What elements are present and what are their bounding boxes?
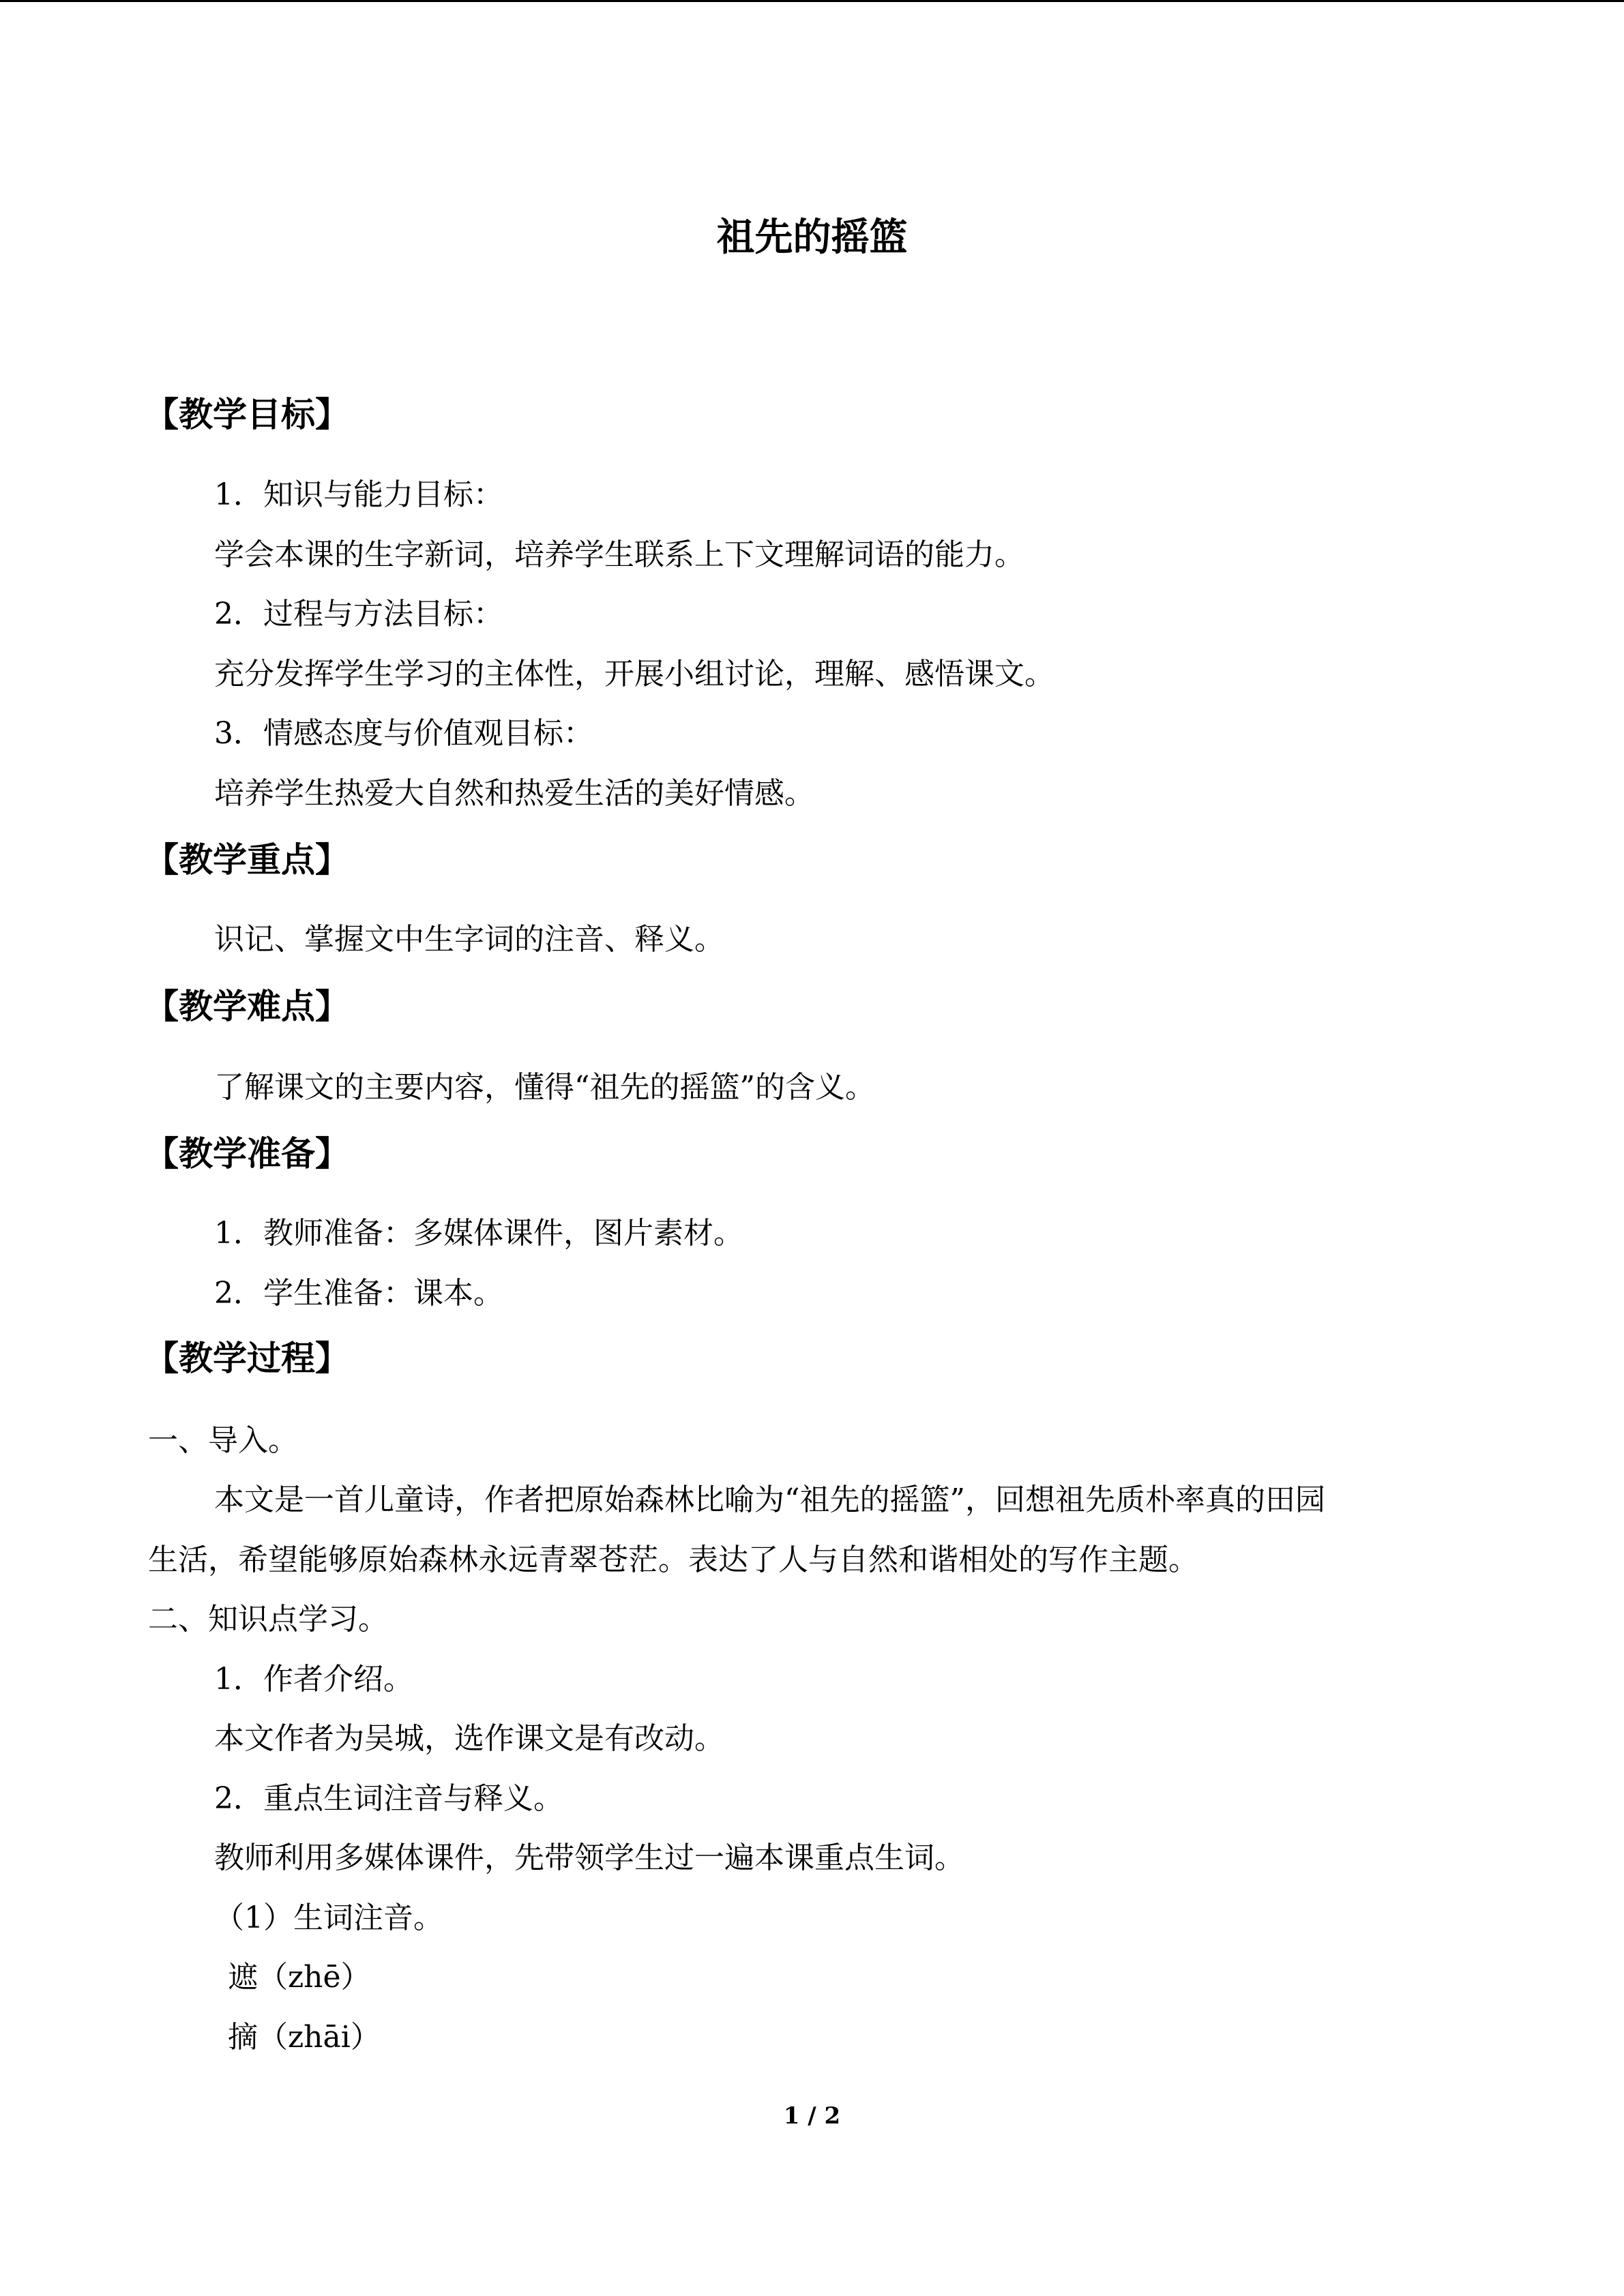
objectives-line: 2．过程与方法目标： xyxy=(214,597,503,631)
process-line: 2．重点生词注音与释义。 xyxy=(214,1781,563,1816)
section-heading-objectives: 【教学目标】 xyxy=(145,394,349,434)
process-line: 遮（zhē） xyxy=(228,1960,371,1995)
key-points-line: 识记、掌握文中生字词的注音、释义。 xyxy=(214,922,724,957)
section-heading-process: 【教学过程】 xyxy=(145,1338,349,1378)
process-line: 二、知识点学习。 xyxy=(148,1602,388,1637)
page-number: 1 / 2 xyxy=(783,2102,841,2130)
preparation-line: 2．学生准备：课本。 xyxy=(214,1276,503,1311)
section-heading-difficulties: 【教学难点】 xyxy=(145,986,349,1026)
process-line: 摘（zhāi） xyxy=(228,2020,381,2055)
objectives-line: 1．知识与能力目标： xyxy=(214,477,503,512)
process-line: 生活，希望能够原始森林永远青翠苍茫。表达了人与自然和谐相处的写作主题。 xyxy=(148,1542,1198,1577)
process-line: 教师利用多媒体课件，先带领学生过一遍本课重点生词。 xyxy=(214,1840,964,1875)
process-line: （1）生词注音。 xyxy=(214,1900,443,1935)
page-title: 祖先的摇篮 xyxy=(716,215,908,260)
process-line: 本文作者为吴城，选作课文是有改动。 xyxy=(214,1721,724,1756)
process-line: 一、导入。 xyxy=(148,1423,298,1458)
section-heading-preparation: 【教学准备】 xyxy=(145,1133,349,1174)
process-line: 本文是一首儿童诗，作者把原始森林比喻为“祖先的摇篮”，回想祖先质朴率真的田园 xyxy=(214,1482,1325,1517)
objectives-line: 学会本课的生字新词，培养学生联系上下文理解词语的能力。 xyxy=(214,537,1024,572)
objectives-line: 充分发挥学生学习的主体性，开展小组讨论，理解、感悟课文。 xyxy=(214,657,1054,691)
difficulties-line: 了解课文的主要内容，懂得“祖先的摇篮”的含义。 xyxy=(214,1070,875,1105)
section-heading-key-points: 【教学重点】 xyxy=(145,839,349,880)
process-line: 1．作者介绍。 xyxy=(214,1662,413,1697)
objectives-line: 3．情感态度与价值观目标： xyxy=(214,716,593,751)
objectives-line: 培养学生热爱大自然和热爱生活的美好情感。 xyxy=(214,776,814,811)
preparation-line: 1．教师准备：多媒体课件，图片素材。 xyxy=(214,1216,743,1251)
